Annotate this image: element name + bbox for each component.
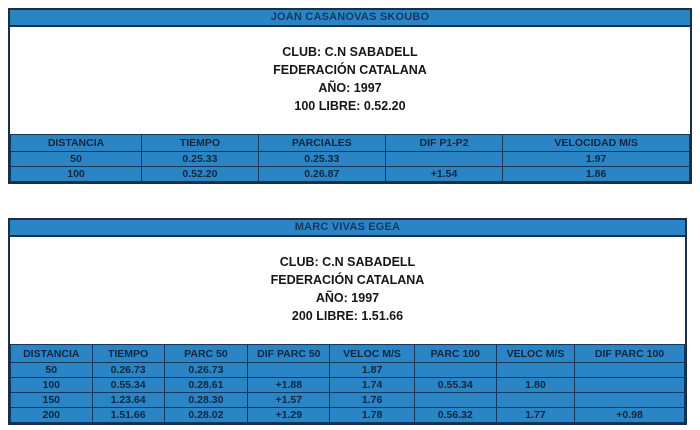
col-header-veloc-1: VELOC M/S	[330, 345, 414, 363]
cell-tiempo: 0.25.33	[142, 152, 259, 167]
col-header-dif-parc-100: DIF PARC 100	[575, 345, 685, 363]
cell-veloc-2	[496, 363, 574, 378]
cell-dif-parc-50: +1.57	[248, 393, 330, 408]
cell-veloc-2	[496, 393, 574, 408]
club-line: CLUB: C.N SABADELL	[282, 45, 418, 59]
cell-parc-50: 0.28.30	[164, 393, 248, 408]
cell-veloc-1: 1.74	[330, 378, 414, 393]
cell-dif-parc-100	[575, 378, 685, 393]
cell-tiempo: 0.26.73	[92, 363, 164, 378]
cell-veloc-2: 1.77	[496, 408, 574, 423]
cell-distancia: 200	[11, 408, 93, 423]
cell-parc-100	[414, 363, 496, 378]
table-row-100	[11, 378, 685, 393]
cell-dif-parc-100	[575, 363, 685, 378]
event-time-line: 100 LIBRE: 0.52.20	[294, 99, 406, 113]
splits-table-100-libre	[10, 134, 690, 182]
cell-distancia: 150	[11, 393, 93, 408]
col-header-dif-p1-p2: DIF P1-P2	[385, 135, 502, 152]
swimmer-name-title: JOAN CASANOVAS SKOUBO	[10, 10, 690, 27]
cell-distancia: 50	[11, 363, 93, 378]
table-row-50	[11, 363, 685, 378]
cell-dif-parc-100	[575, 393, 685, 408]
cell-velocidad: 1.86	[503, 167, 690, 182]
cell-parc-100: 0.55.34	[414, 378, 496, 393]
cell-distancia: 100	[11, 167, 142, 182]
col-header-tiempo: TIEMPO	[92, 345, 164, 363]
cell-tiempo: 1.51.66	[92, 408, 164, 423]
cell-dif: +1.54	[385, 167, 502, 182]
cell-dif-parc-50: +1.88	[248, 378, 330, 393]
cell-tiempo: 0.55.34	[92, 378, 164, 393]
col-header-distancia: DISTANCIA	[11, 345, 93, 363]
cell-veloc-1: 1.87	[330, 363, 414, 378]
cell-tiempo: 1.23.64	[92, 393, 164, 408]
cell-distancia: 100	[11, 378, 93, 393]
cell-parc-100: 0.56.32	[414, 408, 496, 423]
col-header-parc-50: PARC 50	[164, 345, 248, 363]
cell-veloc-2: 1.80	[496, 378, 574, 393]
table-header-row	[11, 135, 690, 152]
swimmer-card-joan	[8, 8, 692, 184]
table-row-100	[11, 167, 690, 182]
splits-table-200-libre	[10, 344, 685, 423]
cell-dif-parc-50: +1.29	[248, 408, 330, 423]
year-line: AÑO: 1997	[318, 81, 382, 95]
col-header-velocidad: VELOCIDAD M/S	[503, 135, 690, 152]
cell-parciales: 0.25.33	[258, 152, 385, 167]
table-header-row	[11, 345, 685, 363]
cell-dif	[385, 152, 502, 167]
cell-dif-parc-50	[248, 363, 330, 378]
event-time-line: 200 LIBRE: 1.51.66	[291, 309, 404, 323]
table-row-50	[11, 152, 690, 167]
cell-distancia: 50	[11, 152, 142, 167]
col-header-dif-parc-50: DIF PARC 50	[248, 345, 330, 363]
col-header-veloc-2: VELOC M/S	[496, 345, 574, 363]
col-header-tiempo: TIEMPO	[142, 135, 259, 152]
cell-velocidad: 1.97	[503, 152, 690, 167]
federation-line: FEDERACIÓN CATALANA	[273, 63, 427, 77]
cell-parciales: 0.26.87	[258, 167, 385, 182]
cell-tiempo: 0.52.20	[142, 167, 259, 182]
swimmer-info-block	[10, 27, 690, 134]
swimmer-name-title: MARC VIVAS EGEA	[10, 220, 685, 237]
federation-line: FEDERACIÓN CATALANA	[270, 273, 425, 287]
table-row-200	[11, 408, 685, 423]
cell-parc-100	[414, 393, 496, 408]
cell-parc-50: 0.28.61	[164, 378, 248, 393]
cell-parc-50: 0.28.02	[164, 408, 248, 423]
col-header-parciales: PARCIALES	[258, 135, 385, 152]
col-header-parc-100: PARC 100	[414, 345, 496, 363]
swimmer-info-block	[10, 237, 685, 344]
cell-parc-50: 0.26.73	[164, 363, 248, 378]
swimmer-card-marc	[8, 218, 687, 425]
club-line: CLUB: C.N SABADELL	[279, 255, 416, 269]
year-line: AÑO: 1997	[315, 291, 380, 305]
cell-dif-parc-100: +0.98	[575, 408, 685, 423]
col-header-distancia: DISTANCIA	[11, 135, 142, 152]
cell-veloc-1: 1.76	[330, 393, 414, 408]
table-row-150	[11, 393, 685, 408]
cell-veloc-1: 1.78	[330, 408, 414, 423]
